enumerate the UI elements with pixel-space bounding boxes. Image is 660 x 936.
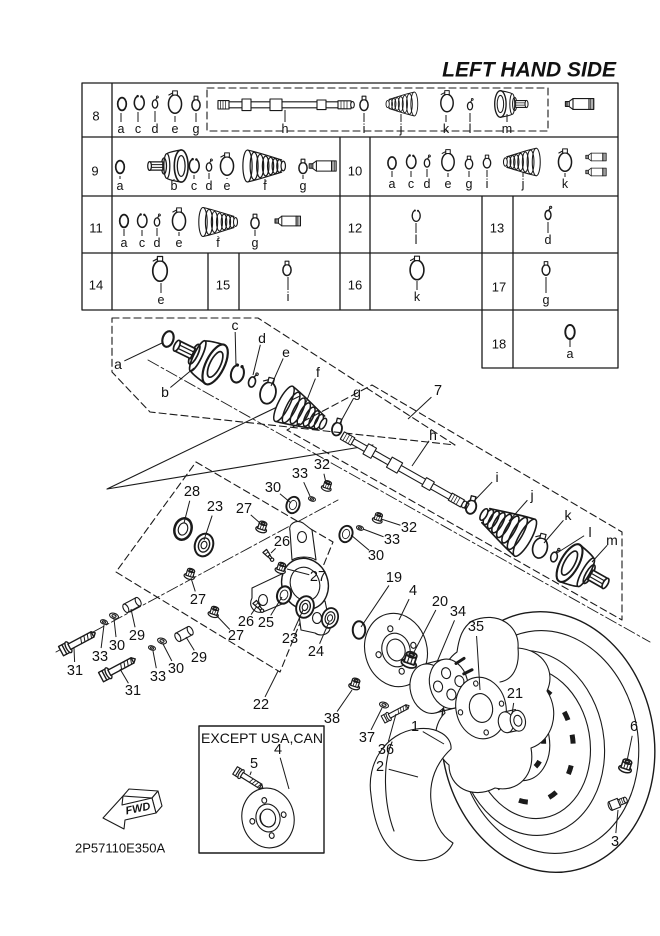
part-boot-band-large [220,153,233,175]
ref-letter-leader [253,345,260,375]
part-grease-tube [565,99,593,110]
part-clip-l [550,547,561,563]
callout-32: 32 [313,457,331,473]
part-clip [424,155,430,167]
table-letter-l: l [414,233,418,247]
table-letter-f: f [263,179,267,193]
table-letter-j: j [399,122,403,136]
part-circlip [120,215,129,228]
part-boot-band-large [172,208,185,230]
callout-36: 36 [377,742,395,758]
part-boot-band-small [542,262,550,276]
part-nut-32 [321,479,334,492]
part-boot-band-large [153,257,167,282]
callout-30: 30 [367,548,385,564]
table-letter-c: c [134,122,142,136]
part-cv-joint [495,91,528,118]
table-row-10: 10 [347,163,363,179]
callout-29: 29 [190,650,208,666]
callout-7: 7 [433,383,443,399]
except-callout-5: 5 [249,756,259,772]
page-title: LEFT HAND SIDE [442,58,616,82]
part-washer-37 [379,701,389,709]
ref-letter-d: d [258,330,266,346]
table-letter-g: g [542,293,550,307]
callout-leader [304,482,310,496]
part-snap-ring [407,155,416,169]
callout-1: 1 [410,719,420,735]
ref-letter-b: b [161,384,169,400]
callout-leader [114,619,116,637]
part-boot-band-small [283,261,291,275]
part-band-g [331,418,345,437]
callout-28: 28 [183,484,201,500]
table-letter-m: m [501,122,513,136]
table-row-numbers [89,109,506,352]
part-grease-tube [309,161,336,171]
table-letter-e: e [223,179,231,193]
table-letter-d: d [205,179,213,193]
callout-20: 20 [431,594,449,610]
callout-leader [153,651,156,668]
except-callout-leader [250,772,251,775]
callout-24: 24 [307,644,325,660]
callout-33: 33 [291,466,309,482]
callout-29: 29 [128,628,146,644]
callout-26: 26 [273,534,291,550]
table-letter-j: j [521,177,525,191]
callout-leader [131,609,135,627]
part-washer-33 [148,645,156,651]
callout-30: 30 [108,638,126,654]
callout-leader [363,529,384,537]
callout-33: 33 [149,669,167,685]
part-washer-33 [100,619,108,625]
part-washer-30 [157,637,167,645]
callout-leader [101,625,104,648]
part-circlip [388,157,396,169]
table-letter-i: i [485,177,489,191]
table-letter-e: e [444,177,452,191]
axle-centerline [148,360,650,642]
callout-32: 32 [400,520,418,536]
part-clip [154,214,160,226]
callout-4: 4 [408,583,418,599]
part-clip [467,98,473,109]
ref-letter-k: k [564,507,572,523]
callout-31: 31 [66,663,84,679]
table-letter-a: a [116,179,124,193]
part-nut-27 [255,520,269,534]
table-letter-f: f [216,236,220,250]
callout-30: 30 [264,480,282,496]
callout-33: 33 [91,649,109,665]
callout-leader [265,671,278,697]
ref-letter-e: e [282,344,290,360]
callout-leader [371,708,382,730]
part-band-e [258,376,279,405]
table-letter-i: i [286,290,290,304]
part-boot-band-small [360,96,368,110]
part-circlip [116,161,125,174]
part-boot [243,150,286,182]
except-box-label: EXCEPT USA,CAN [201,730,323,746]
callout-leader [351,535,369,550]
part-snap-ring [138,214,147,228]
callout-33: 33 [383,532,401,548]
table-letter-g: g [192,122,200,136]
table-letter-g: g [465,177,473,191]
table-row-8: 8 [92,108,100,124]
table-letter-a: a [120,236,128,250]
part-collar-29 [174,626,195,643]
part-bolt-5 [232,766,265,792]
callout-21: 21 [506,686,524,702]
ref-letter-j: j [530,487,534,503]
ref-letter-l: l [588,524,592,540]
part-boot-band-large [558,149,571,171]
fwd-label: FWD [124,800,152,818]
table-letter-l: l [468,122,472,136]
part-cv-joint [148,150,188,182]
part-washer-33 [356,525,364,531]
table-letter-d: d [423,177,431,191]
part-drive-shaft [218,99,354,111]
callout-leader [186,637,194,650]
table-row-13: 13 [489,220,505,236]
ref-letter-leader [170,368,194,388]
table-letter-e: e [157,293,165,307]
table-letter-a: a [388,177,396,191]
table-row-17: 17 [491,279,507,295]
callout-38: 38 [323,711,341,727]
part-circlip [118,98,127,111]
callout-leader [120,669,128,683]
callout-19: 19 [385,570,403,586]
callout-30: 30 [167,661,185,677]
ref-letter-i: i [495,469,499,485]
part-boot-band-large [410,256,424,280]
table-letter-c: c [138,236,146,250]
part-boot-band-small [299,159,307,173]
drawing-code: 2P57110E350A [75,840,166,856]
ref-letter-leader [235,332,236,366]
part-clip [206,159,212,171]
part-boot-band-large [168,91,181,113]
ref-letter-leader [412,441,429,466]
part-boot-band-small [251,214,259,228]
ref-letter-a: a [114,356,122,372]
ref-letter-leader [592,545,607,562]
callout-leader [381,519,400,525]
callout-25: 25 [257,615,275,631]
callout-6: 6 [629,719,639,735]
callout-leader [74,648,75,662]
table-letter-a: a [117,122,125,136]
part-snap-ring [189,158,199,172]
ref-letter-leader [124,343,162,361]
table-row-16: 16 [347,277,363,293]
part-boot-band-large [441,91,453,112]
part-grease-tube [275,216,301,226]
table-row-15: 15 [215,277,231,293]
table-letter-c: c [190,179,198,193]
part-boot-band-large [442,150,454,171]
part-clip [152,96,158,108]
part-nut-38 [348,677,362,691]
part-boot [386,92,418,116]
part-cover-30 [284,495,301,515]
table-row-12: 12 [347,220,363,236]
callout-22: 22 [252,697,270,713]
table-letter-e: e [171,122,179,136]
table-letter-k: k [413,290,421,304]
part-grease-tube [586,168,606,176]
callout-31: 31 [124,683,142,699]
table-letter-k: k [561,177,569,191]
ref-letter-leader [544,520,563,543]
table-row-11: 11 [89,220,103,236]
part-washer-30 [109,612,119,620]
callout-34: 34 [449,604,467,620]
callout-2: 2 [375,759,385,775]
except-usa-can-box [199,726,324,853]
table-letter-h: h [281,122,289,136]
callout-26: 26 [237,614,255,630]
part-cover-30 [337,524,354,544]
ref-letter-c: c [231,317,239,333]
fwd-arrow [103,789,162,829]
part-bearing-23 [192,531,216,559]
table-part-letters [117,110,574,361]
table-letter-g: g [299,179,307,193]
ref-letter-h: h [429,427,437,443]
table-letter-d: d [544,233,552,247]
part-boot-j [471,495,541,559]
callout-3: 3 [610,834,620,850]
table-letter-a: a [566,347,574,361]
ref-letter-f: f [316,364,320,380]
except-callout-4: 4 [273,742,283,758]
callout-27: 27 [235,501,253,517]
table-row-14: 14 [88,277,104,293]
callout-23: 23 [206,499,224,515]
part-nut-27 [183,567,196,581]
table-letter-b: b [170,179,178,193]
part-seal-28 [172,516,195,542]
except-callout-leader [280,758,289,789]
brake-disc-export [236,783,299,853]
callout-leader [251,515,260,523]
ref-letter-g: g [353,384,361,400]
part-nut-32 [372,511,385,524]
callout-37: 37 [358,730,376,746]
ref-letter-leader [474,482,492,501]
part-nut-27 [207,605,220,619]
callout-leader [163,644,172,661]
part-boot [503,148,540,176]
part-boot-band-small [192,96,200,110]
part-boot-band-small [483,155,490,168]
table-letter-d: d [151,122,159,136]
part-snap-ring [134,95,144,109]
part-circlip [565,325,574,339]
ref-letter-leader [340,398,354,423]
part-clip [545,206,552,219]
table-letter-c: c [407,177,415,191]
table-letter-d: d [153,236,161,250]
callout-27: 27 [227,628,245,644]
ref-letter-m: m [606,532,618,548]
part-boot-band-small [465,156,472,169]
callout-35: 35 [467,619,485,635]
table-letter-g: g [251,236,259,250]
part-inner-joint-b [165,325,233,388]
callout-27: 27 [309,569,327,585]
part-band-k [531,532,551,559]
parts-table-pictograms [116,91,607,339]
part-round-clip [412,210,420,222]
callout-23: 23 [281,631,299,647]
table-letter-i: i [362,122,366,136]
part-boot [199,208,238,237]
part-grease-tube [586,153,606,161]
ref-letter-leader [271,358,283,386]
table-row-9: 9 [91,163,99,179]
table-letter-e: e [175,236,183,250]
assembly-pointer-lines [107,396,373,489]
callout-leader [337,690,352,712]
part-snap-ring-c [229,363,246,384]
part-washer-33 [308,496,316,502]
table-row-18: 18 [491,336,507,352]
table-letter-k: k [442,122,450,136]
callout-27: 27 [189,592,207,608]
